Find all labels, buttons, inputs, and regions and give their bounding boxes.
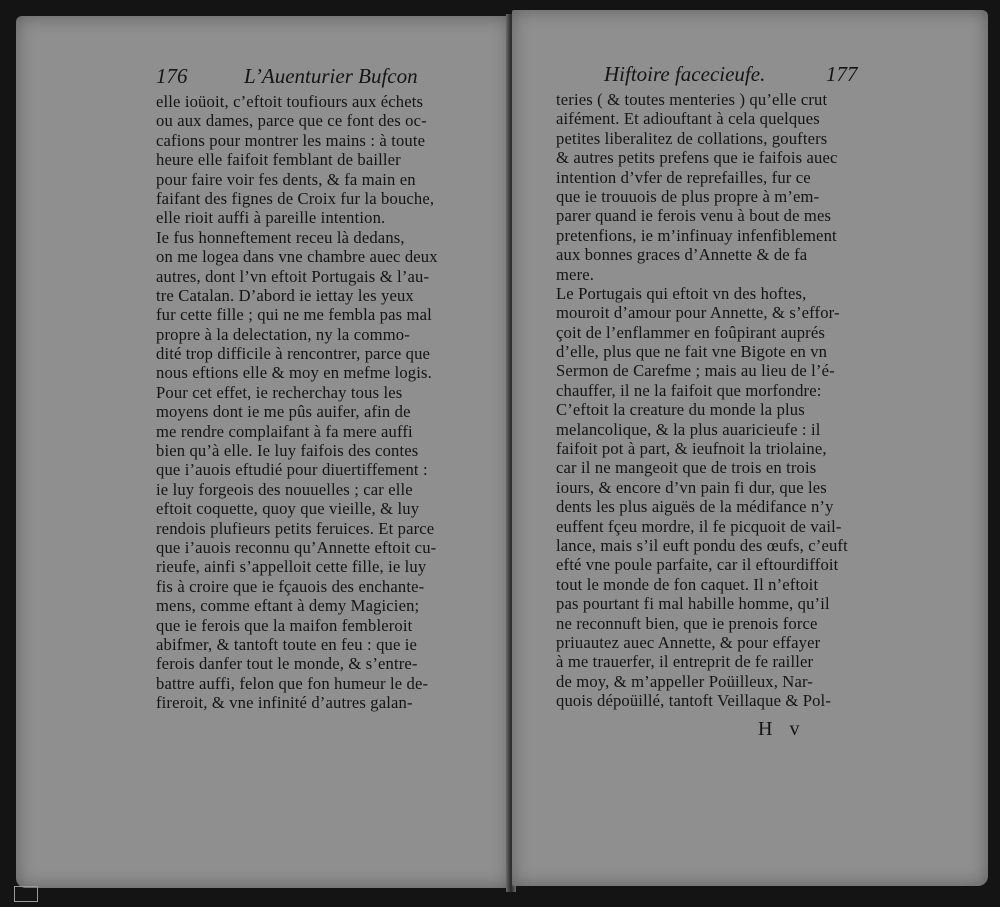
right-page-number: 177: [826, 62, 858, 86]
text-line: çoit de l’enflammer en foûpirant auprés: [556, 322, 825, 342]
text-line: Pour cet effet, ie recherchay tous les: [156, 382, 403, 402]
text-line: iours, & encore d’vn pain fi dur, que les: [556, 477, 827, 497]
text-line: priuautez auec Annette, & pour effayer: [556, 632, 821, 652]
text-line: Sermon de Carefme ; mais au lieu de l’é-: [556, 361, 835, 381]
text-line: cafions pour montrer les mains : à toute: [156, 130, 426, 150]
text-line: mouroit d’amour pour Annette, & s’effor-: [556, 303, 840, 323]
text-line: d’elle, plus que ne fait vne Bigote en vn: [556, 342, 828, 362]
text-line: que i’auois eftudié pour diuertiffement :: [156, 460, 428, 480]
text-line: car il ne mangeoit que de trois en trois: [556, 458, 817, 478]
text-line: ou aux dames, parce que ce font des oc-: [156, 111, 427, 131]
text-line: faifant des fignes de Croix fur la bouche,: [156, 188, 435, 208]
text-line: parer quand ie ferois venu à bout de mes: [556, 206, 832, 226]
text-line: pas pourtant fi mal habille homme, qu’il: [556, 594, 830, 614]
left-running-head: L’Auenturier Bufcon: [244, 64, 418, 88]
text-line: moyens dont ie me pûs auifer, afin de: [156, 402, 411, 422]
text-line: teries ( & toutes menteries ) qu’elle crut: [556, 90, 828, 109]
text-line: eftoit coquette, quoy que vieille, & luy: [156, 499, 420, 519]
text-line: de moy, & m’appeller Poüilleux, Nar-: [556, 671, 813, 691]
text-line: pretenfions, ie m’infinuay infenfiblement: [556, 225, 837, 245]
text-line: rieufe, ainfi s’appelloit cette fille, ie luy: [156, 557, 427, 577]
text-line: aifément. Et adiouftant à cela quelques: [556, 109, 820, 129]
text-line: autres, dont l’vn eftoit Portugais & l’au-: [156, 266, 430, 286]
text-line: euffent fçeu mordre, il fe picquoit de vail-: [556, 516, 842, 536]
text-line: nous eftions elle & moy en mefme logis.: [156, 363, 432, 383]
text-line: faifoit pot à part, & ieufnoit la triolaine,: [556, 439, 827, 459]
text-line: propre à la delectation, ny la commo-: [156, 324, 410, 344]
text-line: mere.: [556, 264, 595, 284]
left-page-number: 176: [156, 64, 188, 88]
text-line: C’eftoit la creature du monde la plus: [556, 400, 805, 420]
text-line: intention d’vfer de reprefailles, fur ce: [556, 167, 811, 187]
text-line: battre auffi, felon que fon humeur le de-: [156, 673, 429, 693]
text-line: ferois danfer tout le monde, & s’entre-: [156, 654, 418, 674]
text-line: que ie ferois que la maifon fembleroit: [156, 615, 413, 635]
text-line: dents les plus aiguës de la médifance n’y: [556, 497, 834, 517]
text-line: heure elle faifoit femblant de bailler: [156, 150, 401, 170]
text-line: aux bonnes graces d’Annette & de fa: [556, 245, 808, 265]
text-line: ne reconnuft bien, que ie prenois force: [556, 613, 818, 633]
text-line: elle rioit auffi à pareille intention.: [156, 208, 386, 228]
scan-corner-mark: [14, 886, 38, 902]
text-line: quois dépoüillé, tantoft Veillaque & Pol-: [556, 691, 831, 711]
text-line: que i’auois reconnu qu’Annette eftoit cu-: [156, 537, 437, 557]
text-line: elle ioüoit, c’eftoit toufiours aux échets: [156, 92, 424, 111]
text-line: me rendre complaifant à fa mere auffi: [156, 421, 413, 441]
text-line: & autres petits prefens que ie faifois auec: [556, 148, 838, 168]
text-line: rendois plufieurs petits feruices. Et parce: [156, 518, 435, 538]
text-line: Le Portugais qui eftoit vn des hoftes,: [556, 283, 807, 303]
text-line: abifmer, & tantoft toute en feu : que ie: [156, 634, 418, 654]
text-line: chauffer, il ne la faifoit que morfondre:: [556, 380, 822, 400]
text-line: tout le monde de fon caquet. Il n’eftoit: [556, 574, 819, 594]
left-page-text: [156, 92, 472, 713]
text-line: efté vne poule parfaite, car il eftourdiffoit: [556, 555, 839, 575]
text-line: fis à croire que ie fçauois des enchante-: [156, 576, 425, 596]
text-line: mens, comme eftant à demy Magicien;: [156, 596, 420, 616]
signature-mark: H v: [758, 718, 806, 740]
text-line: petites liberalitez de collations, goufters: [556, 128, 828, 148]
text-line: Ie fus honneftement receu là dedans,: [156, 227, 405, 247]
text-line: on me logea dans vne chambre auec deux: [156, 247, 438, 267]
text-line: bien qu’à elle. Ie luy faifois des contes: [156, 441, 419, 461]
right-page-text: [556, 90, 874, 711]
text-line: melancolique, & la plus auaricieufe : il: [556, 419, 821, 439]
text-line: que ie trouuois de plus propre à m’em-: [556, 186, 820, 206]
text-line: tre Catalan. D’abord ie iettay les yeux: [156, 285, 414, 305]
text-line: fur cette fille ; qui ne me fembla pas mal: [156, 305, 432, 325]
text-line: fireroit, & vne infinité d’autres galan-: [156, 693, 413, 713]
text-line: à me trauerfer, il entreprit de fe railler: [556, 652, 814, 672]
right-running-head: Hiftoire facecieufe.: [604, 62, 766, 86]
text-line: dité trop difficile à rencontrer, parce que: [156, 344, 431, 364]
text-line: pour faire voir fes dents, & fa main en: [156, 169, 416, 189]
text-line: ie luy forgeois des nouuelles ; car elle: [156, 479, 413, 499]
text-line: lance, mais s’il euft pondu des œufs, c’euft: [556, 535, 848, 555]
